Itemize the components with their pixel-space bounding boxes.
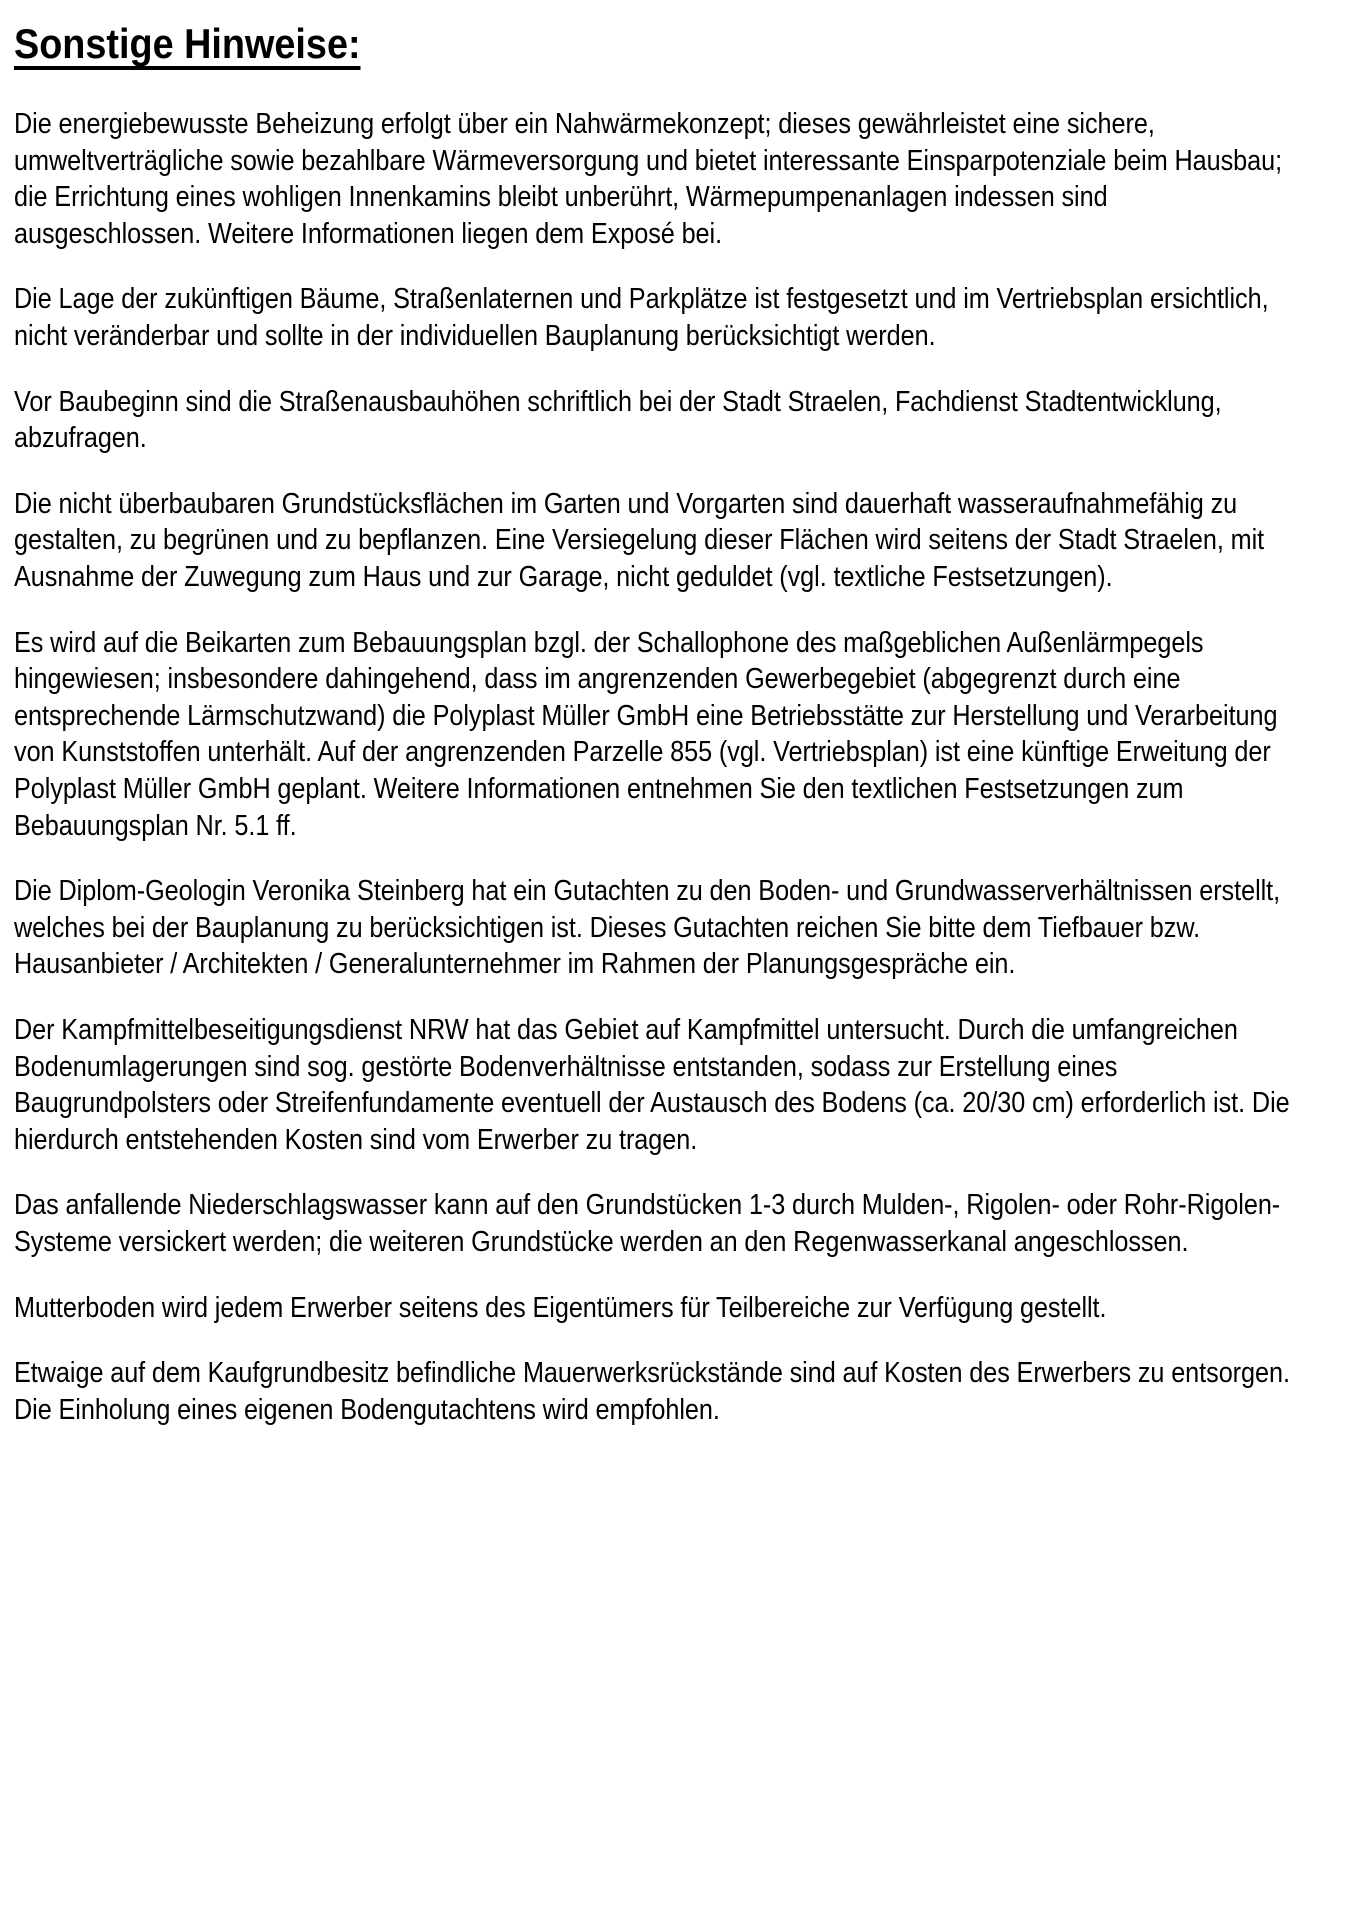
paragraph: Die Diplom-Geologin Veronika Steinberg hat ein Gutachten zu den Boden- und Grundwasserverhältnissen erstellt, welches bei der Bauplanung zu berücksichtigen ist. Dieses Gutachten reichen Sie bitte dem Tiefbauer bzw. Hausanbieter / Architekten / Generalunternehmer im Rahmen der Planungsgespräche ein.: [14, 875, 1281, 981]
paragraph: Die energiebewusste Beheizung erfolgt über ein Nahwärmekonzept; dieses gewährleistet eine sichere, umweltverträgliche sowie bezahlbare Wärmeversorgung und bietet interessante Einsparpotenziale beim Hausbau; die Errichtung eines wohligen Innenkamins bleibt unberührt, Wärmepumpenanlagen indessen sind ausgeschlossen. Weitere Informationen liegen dem Exposé bei.: [14, 108, 1283, 250]
paragraph: Das anfallende Niederschlagswasser kann auf den Grundstücken 1-3 durch Mulden-, Rigolen- oder Rohr-Rigolen-Systeme versickert werden; die weiteren Grundstücke werden an den Regenwasserkanal angeschlossen.: [14, 1189, 1281, 1258]
paragraph: Der Kampfmittelbeseitigungsdienst NRW hat das Gebiet auf Kampfmittel untersucht. Durch die umfangreichen Bodenumlagerungen sind sog. gestörte Bodenverhältnisse entstanden, sodass zur Erstellung eines Baugrundpolsters oder Streifenfundamente eventuell der Austausch des Bodens (ca. 20/30 cm) erforderlich ist. Die hierdurch entstehenden Kosten sind vom Erwerber zu tragen.: [14, 1013, 1290, 1156]
paragraph: Etwaige auf dem Kaufgrundbesitz befindliche Mauerwerksrückstände sind auf Kosten des Erwerbers zu entsorgen. Die Einholung eines eigenen Bodengutachtens wird empfohlen.: [14, 1357, 1290, 1426]
paragraph: Vor Baubeginn sind die Straßenausbauhöhen schriftlich bei der Stadt Straelen, Fachdienst Stadtentwicklung, abzufragen.: [14, 385, 1222, 455]
paragraph: Die Lage der zukünftigen Bäume, Straßenlaternen und Parkplätze ist festgesetzt und im Vertriebsplan ersichtlich, nicht veränderbar und sollte in der individuellen Bauplanung berücksichtigt werden.: [14, 283, 1269, 353]
paragraph: Es wird auf die Beikarten zum Bebauungsplan bzgl. der Schallophone des maßgeblichen Außenlärmpegels hingewiesen; insbesondere dahingehend, dass im angrenzenden Gewerbegebiet (abgegrenzt durch eine entsprechende Lärmschutzwand) die Polyplast Müller GmbH eine Betriebsstätte zur Herstellung und Verarbeitung von Kunststoffen unterhält. Auf der angrenzenden Parzelle 855 (vgl. Vertriebsplan) ist eine künftige Erweitung der Polyplast Müller GmbH geplant. Weitere Informationen entnehmen Sie den textlichen Festsetzungen zum Bebauungsplan Nr. 5.1 ff.: [14, 626, 1278, 842]
page-title: Sonstige Hinweise:: [14, 10, 361, 70]
document-body: [14, 106, 1300, 1428]
paragraph: Mutterboden wird jedem Erwerber seitens des Eigentümers für Teilbereiche zur Verfügung gestellt.: [14, 1291, 1107, 1324]
paragraph: Die nicht überbaubaren Grundstücksflächen im Garten und Vorgarten sind dauerhaft wasseraufnahmefähig zu gestalten, zu begrünen und zu bepflanzen. Eine Versiegelung dieser Flächen wird seitens der Stadt Straelen, mit Ausnahme der Zuwegung zum Haus und zur Garage, nicht geduldet (vgl. textliche Festsetzungen).: [14, 487, 1265, 594]
